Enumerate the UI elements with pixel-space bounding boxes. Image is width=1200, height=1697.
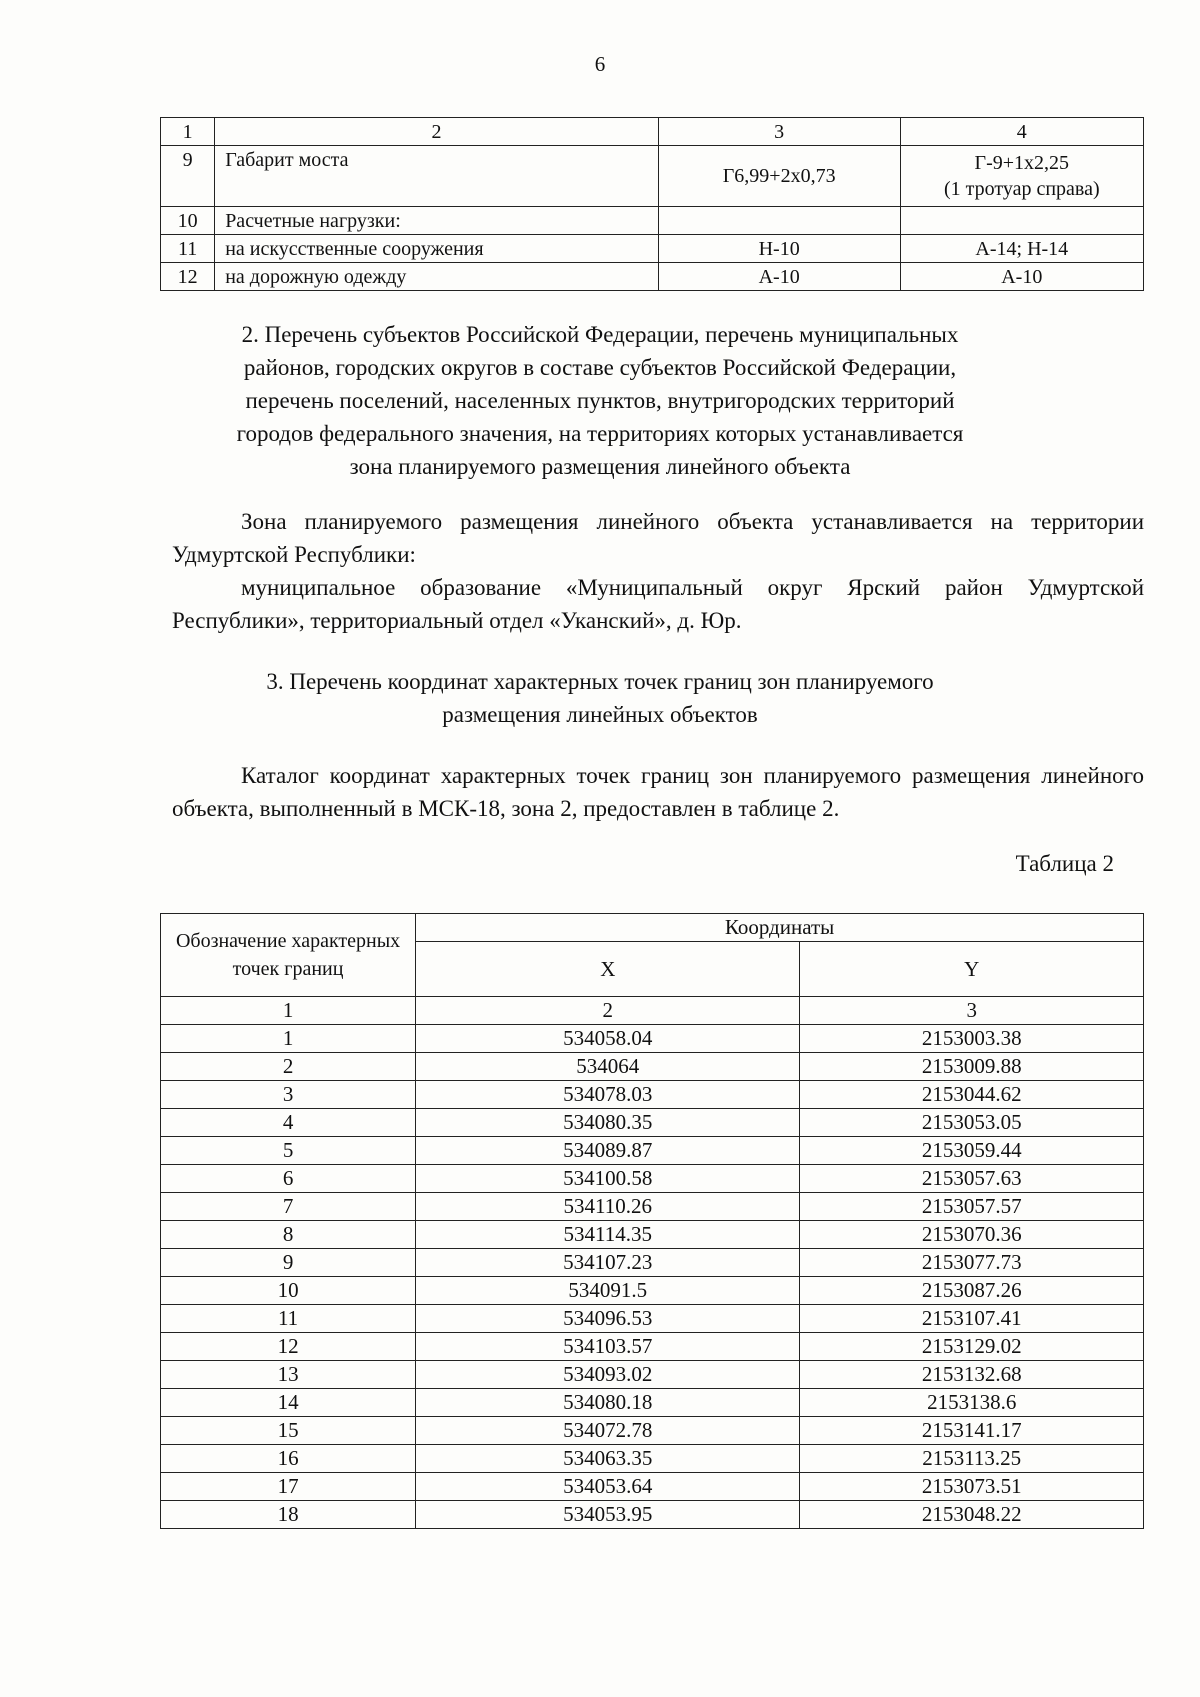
x-value: 534064 (416, 1053, 800, 1081)
table-row (161, 207, 1144, 235)
point-id: 3 (161, 1081, 416, 1109)
row-number: 11 (161, 235, 215, 263)
coordinates-table (160, 913, 1144, 1529)
zone-paragraph: Зона планируемого размещения линейного объекта устанавливается на территории Удмуртской Республики: (172, 509, 1144, 567)
x-value: 534093.02 (416, 1361, 800, 1389)
x-value: 534078.03 (416, 1081, 800, 1109)
row-number: 10 (161, 207, 215, 235)
point-id: 8 (161, 1221, 416, 1249)
table-row (161, 1473, 1144, 1501)
y-value: 2153048.22 (800, 1501, 1144, 1529)
header-cell: 4 (900, 118, 1143, 146)
point-id: 7 (161, 1193, 416, 1221)
row-name: Габарит моста (215, 146, 659, 207)
table-row (161, 1501, 1144, 1529)
x-value: 534096.53 (416, 1305, 800, 1333)
y-value: 2153059.44 (800, 1137, 1144, 1165)
row-value-design: А-10 (900, 263, 1143, 291)
table-row (161, 1109, 1144, 1137)
row-number: 12 (161, 263, 215, 291)
table-row (161, 1081, 1144, 1109)
y-value: 2153003.38 (800, 1025, 1144, 1053)
table-row (161, 1137, 1144, 1165)
point-id: 4 (161, 1109, 416, 1137)
heading-line: размещения линейных объектов (442, 702, 758, 727)
y-header: Y (800, 942, 1144, 997)
column-number: 1 (161, 997, 416, 1025)
row-value-existing: Н-10 (658, 235, 900, 263)
y-value: 2153009.88 (800, 1053, 1144, 1081)
page-number: 6 (594, 52, 606, 76)
y-value: 2153053.05 (800, 1109, 1144, 1137)
table-row (161, 1305, 1144, 1333)
row-value-design (900, 207, 1143, 235)
x-value: 534080.18 (416, 1389, 800, 1417)
x-value: 534080.35 (416, 1109, 800, 1137)
header-cell: 1 (161, 118, 215, 146)
point-id: 1 (161, 1025, 416, 1053)
column-number-row (161, 997, 1144, 1025)
row-value-design: А-14; Н-14 (900, 235, 1143, 263)
x-value: 534089.87 (416, 1137, 800, 1165)
x-header: X (416, 942, 800, 997)
table-row (161, 146, 1144, 207)
x-value: 534058.04 (416, 1025, 800, 1053)
point-id: 11 (161, 1305, 416, 1333)
table-row (161, 1361, 1144, 1389)
column-number: 3 (800, 997, 1144, 1025)
y-value: 2153107.41 (800, 1305, 1144, 1333)
table-row (161, 1053, 1144, 1081)
table-row (161, 1249, 1144, 1277)
x-value: 534110.26 (416, 1193, 800, 1221)
x-value: 534100.58 (416, 1165, 800, 1193)
point-id: 14 (161, 1389, 416, 1417)
table-header-row (161, 118, 1144, 146)
row-value-existing: А-10 (658, 263, 900, 291)
table-row (161, 1277, 1144, 1305)
x-value: 534107.23 (416, 1249, 800, 1277)
header-cell: 3 (658, 118, 900, 146)
bridge-parameters-table (160, 117, 1144, 291)
heading-line: перечень поселений, населенных пунктов, внутригородских территорий (245, 388, 955, 413)
municipality-paragraph: муниципальное образование «Муниципальный округ Ярский район Удмуртской Республики», территориальный отдел «Уканский», д. Юр. (172, 575, 1144, 633)
x-value: 534072.78 (416, 1417, 800, 1445)
row-name: Расчетные нагрузки: (215, 207, 659, 235)
heading-line: городов федерального значения, на территориях которых устанавливается (236, 421, 964, 446)
heading-line: 3. Перечень координат характерных точек границ зон планируемого (266, 669, 934, 694)
y-value: 2153087.26 (800, 1277, 1144, 1305)
table-row (161, 1025, 1144, 1053)
row-name: на искусственные сооружения (215, 235, 659, 263)
heading-line: 2. Перечень субъектов Российской Федерации, перечень муниципальных (241, 322, 959, 347)
point-id: 9 (161, 1249, 416, 1277)
y-value: 2153077.73 (800, 1249, 1144, 1277)
row-name: на дорожную одежду (215, 263, 659, 291)
point-id: 12 (161, 1333, 416, 1361)
point-id: 15 (161, 1417, 416, 1445)
table-row (161, 1221, 1144, 1249)
table-caption: Таблица 2 (1015, 851, 1114, 876)
y-value: 2153044.62 (800, 1081, 1144, 1109)
row-value-line: Г-9+1х2,25 (974, 152, 1070, 174)
point-id: 13 (161, 1361, 416, 1389)
y-value: 2153141.17 (800, 1417, 1144, 1445)
row-number: 9 (161, 146, 215, 207)
table-row (161, 1165, 1144, 1193)
x-value: 534114.35 (416, 1221, 800, 1249)
point-id: 17 (161, 1473, 416, 1501)
point-id: 18 (161, 1501, 416, 1529)
y-value: 2153129.02 (800, 1333, 1144, 1361)
row-value-existing (658, 207, 900, 235)
column-number: 2 (416, 997, 800, 1025)
table-row (161, 1333, 1144, 1361)
table-row (161, 235, 1144, 263)
y-value: 2153057.57 (800, 1193, 1144, 1221)
y-value: 2153070.36 (800, 1221, 1144, 1249)
catalog-paragraph: Каталог координат характерных точек границ зон планируемого размещения линейного объекта, выполненный в МСК-18, зона 2, предоставлен в таблице 2. (172, 763, 1144, 821)
table-row (161, 1193, 1144, 1221)
y-value: 2153113.25 (800, 1445, 1144, 1473)
table-header-row (161, 914, 1144, 942)
point-id: 16 (161, 1445, 416, 1473)
y-value: 2153132.68 (800, 1361, 1144, 1389)
section-3-heading (0, 665, 1200, 731)
point-id: 6 (161, 1165, 416, 1193)
table-row (161, 1417, 1144, 1445)
row-value-line: (1 тротуар справа) (943, 178, 1100, 200)
point-id: 10 (161, 1277, 416, 1305)
x-value: 534063.35 (416, 1445, 800, 1473)
y-value: 2153073.51 (800, 1473, 1144, 1501)
table-row (161, 263, 1144, 291)
heading-line: зона планируемого размещения линейного объекта (349, 454, 851, 479)
heading-line: районов, городских округов в составе субъектов Российской Федерации, (243, 355, 957, 380)
point-id: 2 (161, 1053, 416, 1081)
point-id: 5 (161, 1137, 416, 1165)
section-2-heading (0, 318, 1200, 483)
header-cell: 2 (215, 118, 659, 146)
x-value: 534091.5 (416, 1277, 800, 1305)
x-value: 534053.64 (416, 1473, 800, 1501)
row-value-design (900, 146, 1143, 207)
coordinates-header: Координаты (416, 914, 1144, 942)
y-value: 2153057.63 (800, 1165, 1144, 1193)
table-row (161, 1389, 1144, 1417)
row-value-existing: Г6,99+2х0,73 (658, 146, 900, 207)
y-value: 2153138.6 (800, 1389, 1144, 1417)
designation-header: Обозначение характерных точек границ (161, 914, 416, 997)
x-value: 534103.57 (416, 1333, 800, 1361)
table-row (161, 1445, 1144, 1473)
x-value: 534053.95 (416, 1501, 800, 1529)
